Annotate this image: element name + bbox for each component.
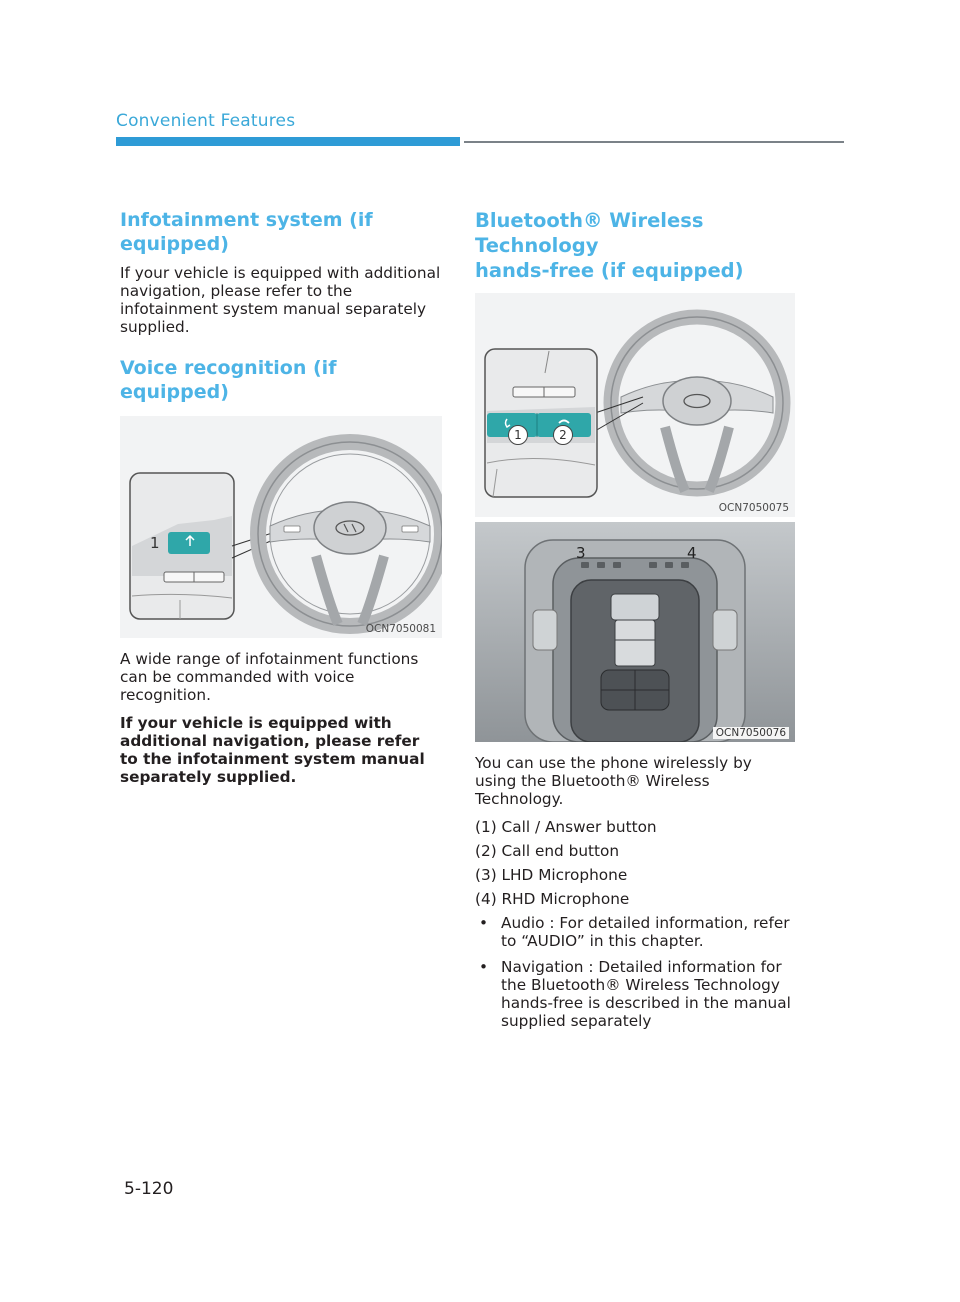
callout-3-lhd: 3	[576, 544, 586, 562]
callout-4-rhd: 4	[687, 544, 697, 562]
header-accent-bar	[116, 137, 460, 146]
steering-wheel-phone-illustration	[475, 293, 795, 517]
section-title: Convenient Features	[116, 111, 296, 131]
infotainment-body: If your vehicle is equipped with additional navigation, please refer to the infotainment system manual separately supplied.	[120, 264, 441, 336]
voice-heading: Voice recognition (if equipped)	[120, 357, 337, 403]
figure-code-bluetooth-1: OCN7050075	[718, 502, 789, 514]
infotainment-heading: Infotainment system (if equipped)	[120, 209, 373, 255]
bluetooth-steering-figure	[475, 293, 795, 517]
callout-2-end: 2	[553, 425, 573, 445]
bluetooth-heading-line1: Bluetooth® Wireless Technology	[475, 209, 704, 257]
bluetooth-heading-line2: hands-free (if equipped)	[475, 259, 744, 282]
callout-1-voice: 1	[150, 534, 160, 552]
list-item: (4) RHD Microphone	[475, 890, 630, 908]
voice-body: A wide range of infotainment functions can be commanded with voice recognition.	[120, 650, 419, 704]
header-rule	[464, 141, 844, 143]
left-column	[120, 208, 442, 796]
right-column	[475, 208, 795, 1038]
overhead-microphone-illustration	[475, 522, 795, 742]
list-item: (2) Call end button	[475, 842, 620, 860]
bullet-item: • Audio : For detailed information, refer to “AUDIO” in this chapter.	[475, 914, 795, 950]
voice-recognition-figure	[120, 416, 442, 638]
bullet-item: • Navigation : Detailed information for the Bluetooth® Wireless Technology hands-free is described in the manual supplied separately	[475, 958, 795, 1030]
bluetooth-item-list	[475, 818, 795, 908]
overhead-console-figure	[475, 522, 795, 742]
page-number: 5-120	[124, 1179, 174, 1199]
bluetooth-bullet-list	[475, 914, 795, 1030]
callout-1-call: 1	[508, 425, 528, 445]
figure-code-voice: OCN7050081	[365, 623, 436, 635]
bluetooth-body: You can use the phone wirelessly by using the Bluetooth® Wireless Technology.	[475, 754, 752, 808]
list-item: (1) Call / Answer button	[475, 818, 657, 836]
steering-wheel-voice-illustration	[120, 416, 442, 638]
voice-note: If your vehicle is equipped with additional navigation, please refer to the infotainment system manual separately supplied.	[120, 714, 425, 786]
list-item: (3) LHD Microphone	[475, 866, 628, 884]
figure-code-bluetooth-2: OCN7050076	[713, 727, 789, 739]
bluetooth-heading	[475, 208, 795, 283]
